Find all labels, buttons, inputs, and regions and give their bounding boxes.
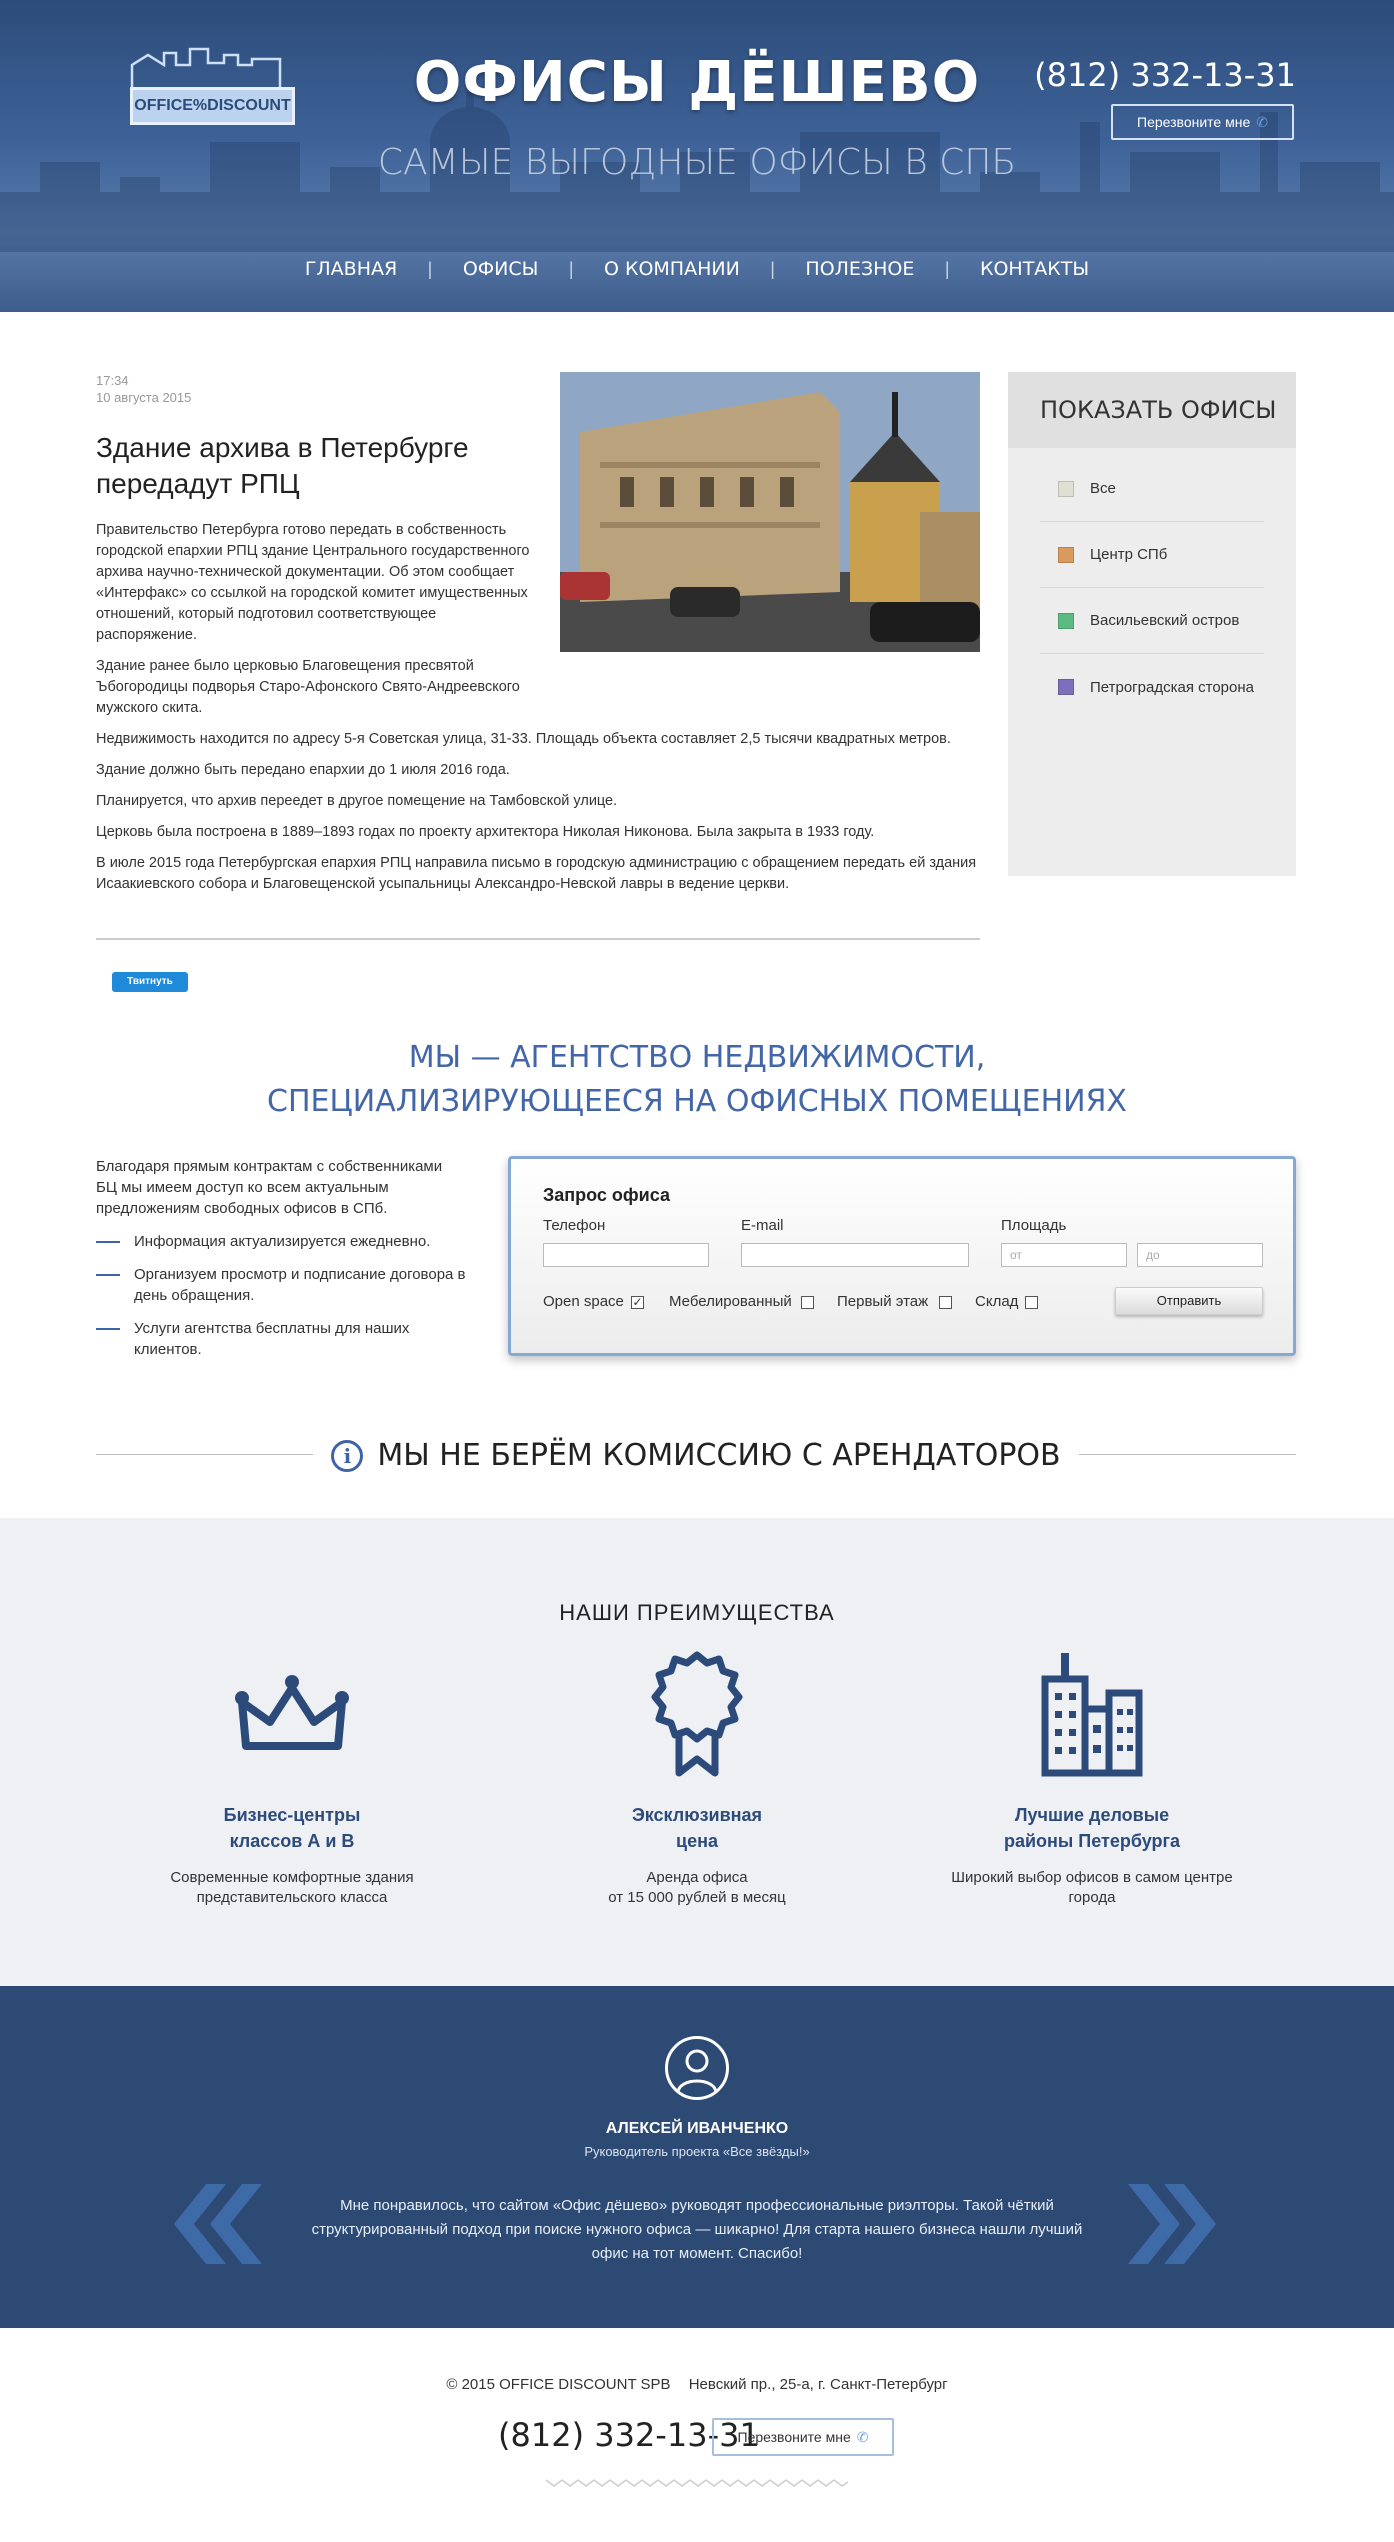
- site-title: ОФИСЫ ДЁШЕВО: [413, 50, 981, 115]
- area-from-input[interactable]: от: [1001, 1243, 1127, 1267]
- nav-separator: |: [770, 259, 775, 279]
- warehouse-checkbox[interactable]: [1025, 1296, 1038, 1309]
- checkbox-label: Первый этаж: [837, 1293, 929, 1310]
- office-request-form: [508, 1156, 1296, 1356]
- area-to-input[interactable]: до: [1137, 1243, 1263, 1267]
- article-paragraph: Здание должно быть передано епархии до 1 июля 2016 года.: [96, 762, 510, 778]
- sidebar-item-center[interactable]: [1040, 522, 1264, 588]
- phone-icon: ✆: [856, 2429, 869, 2445]
- advantage-item: [132, 1644, 452, 1908]
- furnished-checkbox[interactable]: [801, 1296, 814, 1309]
- advantage-name: цена: [676, 1831, 718, 1851]
- checkbox-label: Мебелированный: [669, 1293, 792, 1310]
- agency-bullet: Информация актуализируется ежедневно.: [96, 1231, 466, 1252]
- article-time: 17:34: [96, 373, 129, 388]
- testimonial-section: [0, 1986, 1394, 2328]
- advantages-section: [0, 1518, 1394, 1986]
- footer-copyright: © 2015 OFFICE DISCOUNT SPB: [446, 2376, 671, 2393]
- commission-text-wrap: [96, 1430, 1296, 1480]
- advantage-description: Аренда офиса: [646, 1869, 748, 1886]
- logo-text: OFFICE%DISCOUNT: [130, 87, 295, 125]
- article-paragraph: Недвижимость находится по адресу 5-я Советская улица, 31-33. Площадь объекта составляет 2,5 тысячи квадратных метров.: [96, 731, 951, 747]
- advantage-description: Широкий выбор офисов в самом центре: [951, 1869, 1233, 1886]
- nav-item-about[interactable]: О КОМПАНИИ: [603, 258, 740, 280]
- nav-separator: |: [427, 259, 433, 279]
- prev-arrow-icon[interactable]: [164, 2184, 264, 2264]
- checkbox-label: Склад: [975, 1293, 1019, 1310]
- testimonial-text: Мне понравилось, что сайтом «Офис дёшево» руководят профессиональные риэлторы. Такой чёткий структурированный подход при поиске нужного офиса — шикарно! Для старта нашего бизнеса нашли лучший офис на тот момент. Спасибо!: [311, 2197, 1083, 2262]
- advantage-description: представительского класса: [196, 1889, 388, 1906]
- phone-label: Телефон: [543, 1217, 606, 1234]
- advantage-description: города: [1068, 1889, 1116, 1906]
- agency-bullet: Организуем просмотр и подписание договора в день обращения.: [96, 1264, 466, 1306]
- advantage-description: от 15 000 рублей в месяц: [608, 1889, 786, 1906]
- sidebar-item-label: Васильевский остров: [1090, 612, 1240, 629]
- phone-icon: ✆: [1256, 114, 1268, 130]
- article-paragraph: Здание ранее было церковью Благовещения пресвятой Ъбогородицы подворья Старо-Афонского Свято-Андреевского мужского скита.: [96, 658, 520, 716]
- checkbox-label: Open space: [543, 1293, 624, 1310]
- tweet-button[interactable]: Твитнуть: [112, 972, 188, 992]
- nav-item-offices[interactable]: ОФИСЫ: [462, 258, 539, 280]
- advantage-name: классов А и В: [229, 1831, 355, 1851]
- testimonial-author: АЛЕКСЕЙ ИВАНЧЕНКО: [605, 2120, 789, 2137]
- nav-item-contacts[interactable]: КОНТАКТЫ: [979, 258, 1090, 280]
- email-label: E-mail: [741, 1217, 784, 1234]
- agency-heading-line: СПЕЦИАЛИЗИРУЮЩЕЕСЯ НА ОФИСНЫХ ПОМЕЩЕНИЯХ: [267, 1084, 1127, 1119]
- callback-label: Перезвоните мне: [737, 2429, 851, 2445]
- info-icon: i: [331, 1440, 363, 1472]
- color-swatch: [1058, 547, 1074, 563]
- email-input[interactable]: [741, 1243, 969, 1267]
- commission-label-wrap: [313, 1432, 1078, 1480]
- area-label: Площадь: [1001, 1217, 1067, 1234]
- color-swatch: [1058, 481, 1074, 497]
- form-title: Запрос офиса: [543, 1185, 670, 1205]
- header-phone[interactable]: (812) 332-13-31: [1034, 56, 1296, 94]
- advantage-item: [537, 1644, 857, 1908]
- sidebar-item-petrogradskaya[interactable]: [1040, 654, 1264, 720]
- footer-info: [0, 2376, 1394, 2393]
- buildings-icon: [932, 1644, 1252, 1784]
- advantage-name: Бизнес-центры: [223, 1805, 361, 1825]
- article-date: 10 августа 2015: [96, 390, 192, 405]
- testimonial-role: Руководитель проекта «Все звёзды!»: [584, 2144, 810, 2159]
- advantage-name: Лучшие деловые: [1014, 1805, 1170, 1825]
- advantage-name: районы Петербурга: [1003, 1831, 1180, 1851]
- award-ribbon-icon: [537, 1644, 857, 1784]
- article-title: Здание архива в Петербурге передадут РПЦ: [96, 432, 469, 499]
- advantage-name: Эксклюзивная: [631, 1805, 763, 1825]
- submit-button[interactable]: Отправить: [1115, 1287, 1263, 1315]
- footer-address: Невский пр., 25-а, г. Санкт-Петербург: [688, 2376, 948, 2393]
- user-avatar-icon: [665, 2036, 729, 2100]
- agency-heading-line: МЫ — АГЕНТСТВО НЕДВИЖИМОСТИ,: [408, 1040, 986, 1075]
- article-paragraph: В июле 2015 года Петербургская епархия РПЦ направила письмо в городскую администрацию с обращением передать ей здания Исаакиевского собора и Благовещенской усыпальницы Александро-Невской лавры в ведение церкви.: [96, 855, 977, 892]
- article-photo: [560, 372, 980, 652]
- sidebar-item-label: Все: [1090, 480, 1116, 497]
- agency-bullet: Услуги агентства бесплатны для наших клиентов.: [96, 1318, 466, 1360]
- nav-separator: |: [568, 259, 574, 279]
- advantage-description: Современные комфортные здания: [170, 1869, 414, 1886]
- nav-separator: |: [944, 259, 950, 279]
- next-arrow-icon[interactable]: [1126, 2184, 1226, 2264]
- phone-input[interactable]: [543, 1243, 709, 1267]
- footer-callback-button[interactable]: [712, 2418, 894, 2456]
- offices-filter-sidebar: [1008, 372, 1296, 876]
- first-floor-checkbox[interactable]: [939, 1296, 952, 1309]
- footer-phone[interactable]: (812) 332-13-31: [498, 2416, 760, 2454]
- advantages-title: НАШИ ПРЕИМУЩЕСТВА: [559, 1600, 835, 1625]
- sidebar-title: ПОКАЗАТЬ ОФИСЫ: [1008, 372, 1296, 448]
- sidebar-item-vasilyevsky[interactable]: [1040, 588, 1264, 654]
- crown-icon: [132, 1644, 452, 1784]
- nav-item-home[interactable]: ГЛАВНАЯ: [304, 258, 398, 280]
- nav-item-useful[interactable]: ПОЛЕЗНОЕ: [805, 258, 915, 280]
- site-subtitle: САМЫЕ ВЫГОДНЫЕ ОФИСЫ В СПБ: [377, 142, 1017, 183]
- agency-intro: Благодаря прямым контрактам с собственниками БЦ мы имеем доступ ко всем актуальным предложениям свободных офисов в СПб.: [96, 1158, 443, 1217]
- agency-heading: [0, 1036, 1394, 1124]
- article-divider: [96, 938, 980, 940]
- callback-label: Перезвоните мне: [1137, 114, 1251, 130]
- advantage-item: [932, 1644, 1252, 1908]
- color-swatch: [1058, 613, 1074, 629]
- news-article: [96, 372, 980, 895]
- article-paragraph: Планируется, что архив переедет в другое помещение на Тамбовской улице.: [96, 793, 618, 809]
- sidebar-item-label: Центр СПб: [1090, 546, 1168, 563]
- commission-text: МЫ НЕ БЕРЁМ КОМИССИЮ С АРЕНДАТОРОВ: [377, 1438, 1061, 1473]
- open-space-checkbox[interactable]: ✓: [632, 1295, 643, 1309]
- agency-description: [96, 1156, 466, 1360]
- article-paragraph: Церковь была построена в 1889–1893 годах по проекту архитектора Николая Никонова. Была закрыта в 1933 году.: [96, 824, 875, 840]
- sidebar-item-label: Петроградская сторона: [1090, 678, 1254, 696]
- article-paragraph: Правительство Петербурга готово передать в собственность городской епархии РПЦ здание Центрального государственного архива научно-технической документации. Об этом сообщает «Интерфакс» со ссылкой на городской комитет имущественных отношений, который подготовил соответствующее распоряжение.: [96, 522, 530, 643]
- color-swatch: [1058, 679, 1074, 695]
- no-commission-banner: [96, 1430, 1296, 1478]
- decorative-zigzag: [546, 2478, 848, 2488]
- sidebar-item-all[interactable]: [1040, 456, 1264, 522]
- site-footer: [0, 2328, 1394, 2518]
